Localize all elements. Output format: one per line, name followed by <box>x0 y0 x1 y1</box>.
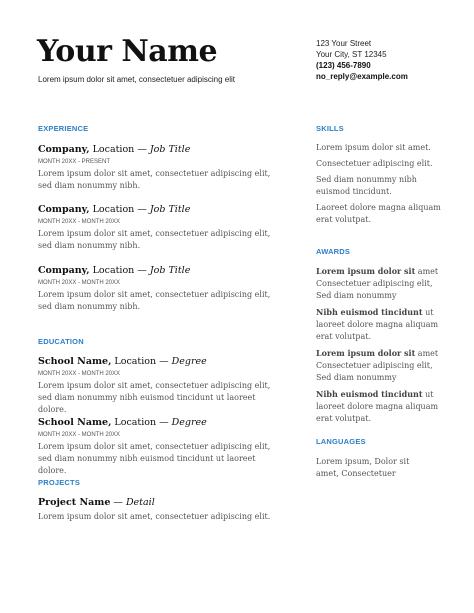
skill-item: Lorem ipsum dolor sit amet. <box>316 143 431 152</box>
job-title: Job Title <box>149 204 191 215</box>
entry-title <box>38 497 278 509</box>
award-title: Nibh euismod tincidunt <box>316 307 423 317</box>
entry-description: Lorem ipsum dolor sit amet, consectetuer adipiscing elit, sed diam nonummy nibh. <box>38 290 271 311</box>
school-location: Location — <box>111 417 172 428</box>
company-location: Location — <box>89 144 150 155</box>
company-name: Company, <box>38 204 90 215</box>
award-title: Lorem ipsum dolor sit <box>316 266 416 276</box>
job-title: Job Title <box>149 144 191 155</box>
award-item <box>316 347 442 384</box>
entry-dates: MONTH 20XX - MONTH 20XX <box>38 219 121 225</box>
entry-description: Lorem ipsum dolor sit amet, consectetuer adipiscing elit, sed diam nonummy nibh. <box>38 169 271 190</box>
company-location: Location — <box>89 265 150 276</box>
company-location: Location — <box>89 204 150 215</box>
experience-entry <box>38 144 278 192</box>
award-text: ut laoreet dolore magna aliquam erat volutpat. <box>316 390 439 423</box>
contact-phone: (123) 456-7890 <box>316 61 371 70</box>
award-item <box>316 306 442 343</box>
job-title: Job Title <box>149 265 191 276</box>
experience-entry <box>38 204 278 252</box>
experience-entry <box>38 265 278 313</box>
education-heading: EDUCATION <box>38 337 84 346</box>
school-location: Location — <box>111 356 172 367</box>
skill-item: Laoreet dolore magna aliquam erat volutpat. <box>316 203 441 224</box>
entry-dates: MONTH 20XX - MONTH 20XX <box>38 432 121 438</box>
award-item <box>316 388 442 425</box>
entry-title <box>38 144 278 156</box>
contact-block <box>316 38 408 82</box>
degree: Degree <box>171 417 207 428</box>
entry-description: Lorem ipsum dolor sit amet, consectetuer adipiscing elit, sed diam nonummy nibh euismod tincidunt ut laoreet dolore. <box>38 381 271 414</box>
languages-text: Lorem ipsum, Dolor sit amet, Consectetuer <box>316 457 410 478</box>
school-name: School Name, <box>38 356 112 367</box>
entry-title <box>38 204 278 216</box>
skills-list <box>316 142 442 226</box>
entry-title <box>38 356 278 368</box>
award-text: ut laoreet dolore magna aliquam erat volutpat. <box>316 308 439 341</box>
contact-city: Your City, ST 12345 <box>316 50 387 59</box>
entry-description: Lorem ipsum dolor sit amet, consectetuer adipiscing elit, sed diam nonummy nibh. <box>38 229 271 250</box>
award-title: Lorem ipsum dolor sit <box>316 348 416 358</box>
entry-dates: MONTH 20XX - MONTH 20XX <box>38 371 121 377</box>
project-entry <box>38 497 278 523</box>
project-name: Project Name <box>38 497 111 508</box>
contact-email: no_reply@example.com <box>316 72 408 81</box>
award-text: amet Consectetuer adipiscing elit, Sed diam nonummy <box>316 267 439 300</box>
skill-item: Sed diam nonummy nibh euismod tincidunt. <box>316 175 417 196</box>
resume-name: Your Name <box>37 34 218 69</box>
languages-heading: LANGUAGES <box>316 437 366 446</box>
skill-item: Consectetuer adipiscing elit. <box>316 159 433 168</box>
education-entry <box>38 356 278 416</box>
school-name: School Name, <box>38 417 112 428</box>
award-item <box>316 265 442 302</box>
awards-heading: AWARDS <box>316 247 351 256</box>
award-title: Nibh euismod tincidunt <box>316 389 423 399</box>
entry-description: Lorem ipsum dolor sit amet, consectetuer adipiscing elit, sed diam nonummy nibh euismod tincidunt ut laoreet dolore. <box>38 442 271 475</box>
experience-heading: EXPERIENCE <box>38 124 89 133</box>
award-text: amet Consectetuer adipiscing elit, Sed diam nonummy <box>316 349 439 382</box>
project-separator: — <box>110 497 126 508</box>
awards-list <box>316 265 442 425</box>
projects-heading: PROJECTS <box>38 478 81 487</box>
skills-heading: SKILLS <box>316 124 344 133</box>
entry-title <box>38 417 278 429</box>
education-entry <box>38 417 278 477</box>
entry-dates: MONTH 20XX - MONTH 20XX <box>38 280 121 286</box>
entry-title <box>38 265 278 277</box>
entry-description: Lorem ipsum dolor sit amet, consectetuer adipiscing elit. <box>38 512 271 521</box>
contact-street: 123 Your Street <box>316 39 372 48</box>
company-name: Company, <box>38 144 90 155</box>
project-detail: Detail <box>125 497 155 508</box>
resume-tagline: Lorem ipsum dolor sit amet, consectetuer adipiscing elit <box>38 75 235 84</box>
company-name: Company, <box>38 265 90 276</box>
degree: Degree <box>171 356 207 367</box>
entry-dates: MONTH 20XX - PRESENT <box>38 159 111 165</box>
